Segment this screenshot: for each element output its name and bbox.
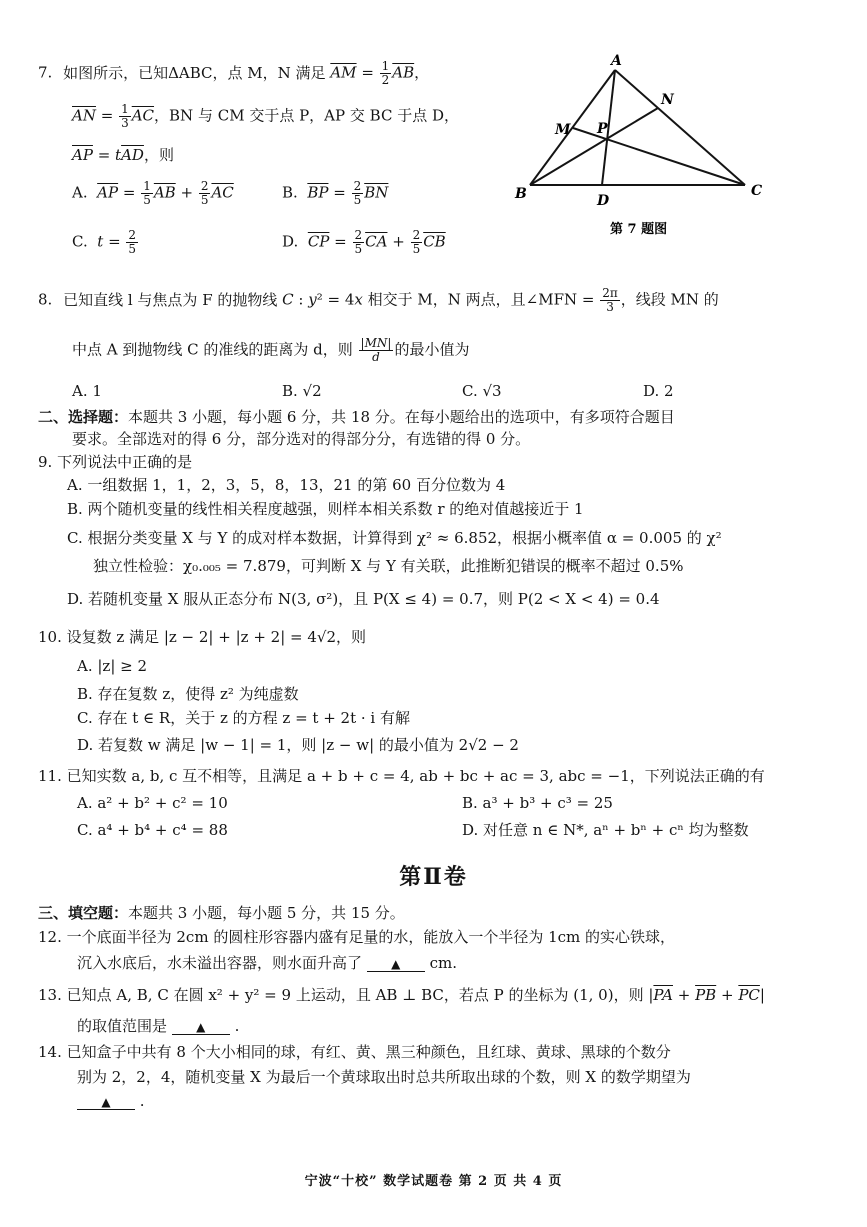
q8-line2: 中点 A 到抛物线 C 的准线的距离为 d，则 $\frac{|MN|}{d}$ 的最小值为 xyxy=(72,336,470,364)
q13-answer-blank[interactable]: ▲ xyxy=(172,1020,230,1035)
q8-option-a: A. 1 xyxy=(72,382,102,400)
q8-option-c: C. √3 xyxy=(462,382,502,400)
q7-line2-text: ，BN 与 CM 交于点 P，AP 交 BC 于点 D， xyxy=(154,106,459,125)
q11-stem: 11. 已知实数 a, b, c 互不相等，且满足 a + b + c = 4, ab + bc + ac = 3, abc = −1，下列说法正确的有 xyxy=(38,767,765,785)
figure-caption: 第 7 题图 xyxy=(610,222,668,237)
q14-line1: 14. 已知盒子中共有 8 个大小相同的球，有红、黄、黑三种颜色，且红球、黄球、黑球的个数分 xyxy=(38,1043,671,1061)
label-m: M xyxy=(555,122,571,138)
q7-intro: 如图所示，已知ΔABC，点 M，N 满足 xyxy=(63,63,326,82)
label-d: D xyxy=(597,193,610,209)
q14-line2: 别为 2，2，4，随机变量 X 为最后一个黄球取出时总共所取出球的个数，则 X 的数学期望为 xyxy=(77,1068,691,1086)
q11-option-b: B. a³ + b³ + c³ = 25 xyxy=(462,794,613,812)
q7-line3-text: ，则 xyxy=(143,146,174,164)
label-c: C xyxy=(751,183,763,199)
section3-header: 三、填空题：本题共 3 小题，每小题 5 分，共 15 分。 xyxy=(38,904,405,922)
q7-option-b: B. $\overline{BP}$ = $\frac{2}{5}$ $\overline{BN}$ xyxy=(282,179,389,207)
segment-bn xyxy=(530,108,658,185)
q9-option-d: D. 若随机变量 X 服从正态分布 N(3, σ²)，且 P(X ≤ 4) = 0.7，则 P(2 < X < 4) = 0.4 xyxy=(67,590,660,608)
q9-option-c-cont: 独立性检验：χ₀.₀₀₅ = 7.879，可判断 X 与 Y 有关联，此推断犯错误的概率不超过 0.5% xyxy=(93,557,684,575)
page-footer: 宁波“十校” 数学试题卷 第 2 页 共 4 页 xyxy=(304,1174,563,1189)
q10-option-c: C. 存在 t ∈ R，关于 z 的方程 z = t + 2t · i 有解 xyxy=(77,709,410,727)
q7-line3: $\overline{AP} = t\overline{AD}$，则 xyxy=(72,146,174,164)
q11-option-a: A. a² + b² + c² = 10 xyxy=(77,794,228,812)
q8-option-b: B. √2 xyxy=(282,382,322,400)
q7-line2: $\overline{AN}$ = $\frac{1}{3}$ $\overline{AC}$，BN 与 CM 交于点 P，AP 交 BC 于点 D， xyxy=(72,102,459,130)
q12-line2: 沉入水底后，水未溢出容器，则水面升高了 ▲ cm. xyxy=(77,954,457,972)
q10-option-a: A. |z| ≥ 2 xyxy=(77,657,148,675)
q14-line3: ▲ . xyxy=(77,1091,145,1111)
label-b: B xyxy=(515,186,527,202)
label-n: N xyxy=(661,92,674,108)
side-ac xyxy=(615,70,745,185)
q12-answer-blank[interactable]: ▲ xyxy=(367,957,425,972)
q14-answer-blank[interactable]: ▲ xyxy=(77,1095,135,1110)
q8-option-d: D. 2 xyxy=(643,382,674,400)
label-a: A xyxy=(611,53,622,69)
q7-option-c: C. t = $\frac{2}{5}$ xyxy=(72,228,137,256)
q10-option-d: D. 若复数 w 满足 |w − 1| = 1，则 |z − w| 的最小值为 2√2 − 2 xyxy=(77,736,519,754)
q9-option-b: B. 两个随机变量的线性相关程度越强，则样本相关系数 r 的绝对值越接近于 1 xyxy=(67,500,584,518)
q10-option-b: B. 存在复数 z，使得 z² 为纯虚数 xyxy=(77,685,299,703)
q13-line2: 的取值范围是 ▲ . xyxy=(77,1017,240,1035)
q9-option-c: C. 根据分类变量 X 与 Y 的成对样本数据，计算得到 χ² ≈ 6.852，根据小概率值 α = 0.005 的 χ² xyxy=(67,529,722,547)
q7-line1: 7. 如图所示，已知ΔABC，点 M，N 满足 $\overline{AM}$ = $\frac{1}{2}$ $\overline{AB}$， xyxy=(38,59,430,87)
q13-line1: 13. 已知点 A, B, C 在圆 x² + y² = 9 上运动，且 AB ⊥ BC，若点 P 的坐标为 (1, 0)，则 $|\overline{PA} + \overline{PB} + \overline{PC}|$ xyxy=(38,986,765,1004)
q11-option-d: D. 对任意 n ∈ N*, aⁿ + bⁿ + cⁿ 均为整数 xyxy=(462,821,749,839)
q12-line1: 12. 一个底面半径为 2cm 的圆柱形容器内盛有足量的水，能放入一个半径为 1cm 的实心铁球， xyxy=(38,928,676,946)
q7-option-d: D. $\overline{CP}$ = $\frac{2}{5}$ $\overline{CA}$ + $\frac{2}{5}$ $\overline{CB}$ xyxy=(282,228,446,256)
q10-stem: 10. 设复数 z 满足 |z − 2| + |z + 2| = 4√2，则 xyxy=(38,628,367,646)
part2-title: 第Ⅱ卷 xyxy=(399,864,468,890)
q8-line1: 8. 已知直线 l 与焦点为 F 的抛物线 C : y² = 4x 相交于 M，N 两点，且∠MFN = $\frac{2\pi}{3}$ ，线段 MN 的 xyxy=(38,286,719,314)
q11-option-c: C. a⁴ + b⁴ + c⁴ = 88 xyxy=(77,821,228,839)
q7-option-a: A. $\overline{AP}$ = $\frac{1}{5}$ $\overline{AB}$ + $\frac{2}{5}$ $\overline{AC}$ xyxy=(72,179,234,207)
q7-triangle-figure xyxy=(505,48,775,248)
q7-number: 7. xyxy=(38,63,53,82)
section2-header: 二、选择题：本题共 3 小题，每小题 6 分，共 18 分。在每小题给出的选项中，有多项符合题目 xyxy=(38,408,675,426)
section2-header-cont: 要求。全部选对的得 6 分，部分选对的得部分分，有选错的得 0 分。 xyxy=(72,430,531,448)
q9-option-a: A. 一组数据 1，1，2，3，5，8，13，21 的第 60 百分位数为 4 xyxy=(67,476,506,494)
label-p: P xyxy=(597,121,608,137)
q9-stem: 9. 下列说法中正确的是 xyxy=(38,453,193,471)
